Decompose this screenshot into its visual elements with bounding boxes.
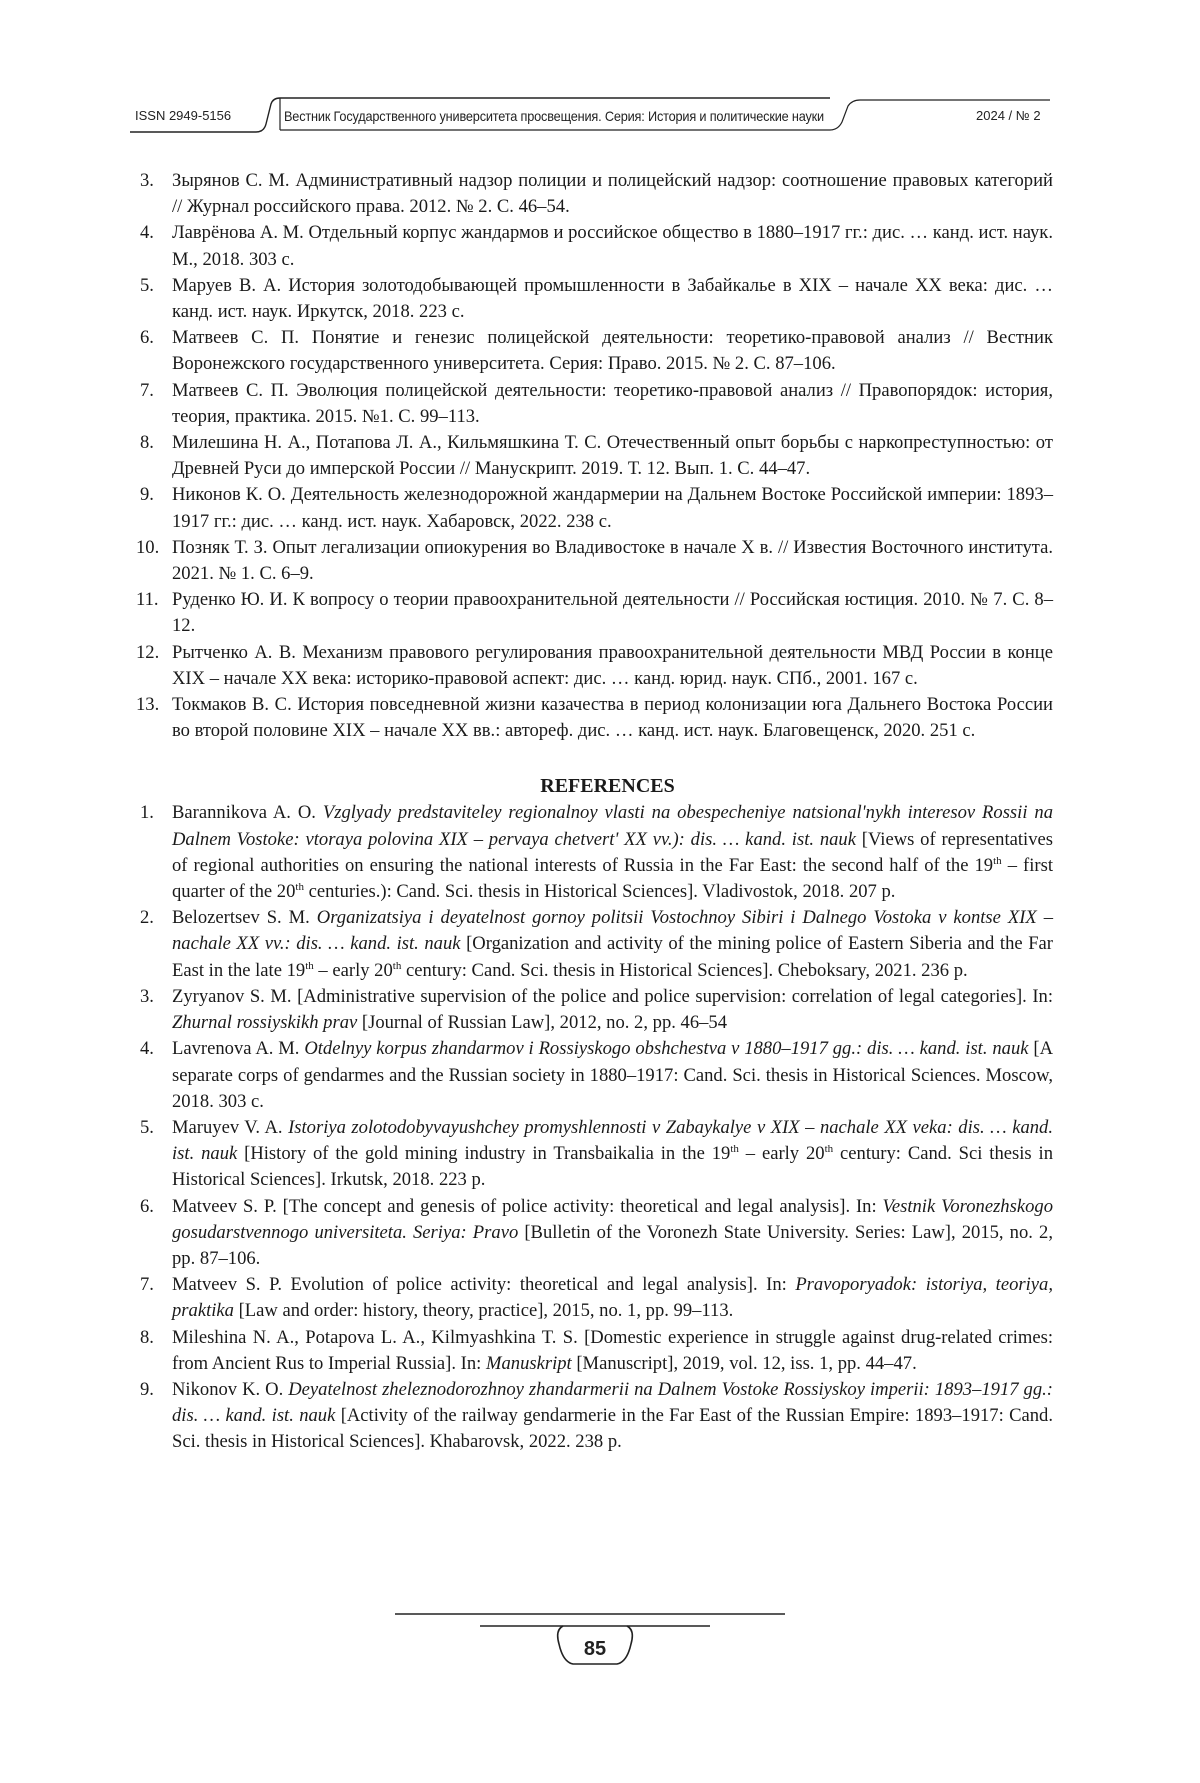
- text-run: Barannikova A. O.: [172, 802, 323, 824]
- reference-item: [140, 482, 1053, 534]
- text-run: Руденко Ю. И. К вопросу о теории правоохранительной деятельности // Российская юстиция. 2010. № 7. С. 8–12.: [172, 589, 1053, 637]
- text-run: Милешина Н. А., Потапова Л. А., Кильмяшкина Т. С. Отечественный опыт борьбы с наркопреступностью: от Древней Руси до имперской России // Манускрипт. 2019. Т. 12. Вып. 1. С. 44–47.: [172, 432, 1053, 480]
- text-run: [Views of representatives of regional authorities on ensuring the national interests of Russia in the Far East: the second half of the 19: [172, 828, 1053, 876]
- reference-text: [172, 1274, 1053, 1321]
- reference-text: [172, 1379, 1053, 1452]
- reference-number: 7.: [140, 379, 154, 401]
- reference-number: 5.: [140, 1116, 154, 1138]
- reference-item: [140, 1272, 1053, 1324]
- text-run: Матвеев С. П. Эволюция полицейской деятельности: теоретико-правовой анализ // Правопорядок: история, теория, практика. 2015. №1. С. 99–113.: [172, 379, 1053, 427]
- reference-text: [172, 327, 1053, 374]
- text-run: Zyryanov S. M. [Administrative supervision of the police and police supervision: correlation of legal categories]. In:: [172, 985, 1053, 1007]
- reference-text: [172, 170, 1053, 217]
- reference-text: [172, 1196, 1053, 1269]
- reference-text: [172, 694, 1053, 741]
- italic-title: Deyatelnost zheleznodorozhnoy zhandarmerii na Dalnem Vostoke Rossiyskoy imperii: 1893–1917 gg.: dis. … kand. ist. nauk: [172, 1378, 1053, 1427]
- text-run: – first quarter of the 20: [172, 854, 1053, 903]
- reference-item: [140, 430, 1053, 482]
- journal-title: Вестник Государственного университета просвещения. Серия: История и политические науки: [284, 108, 824, 124]
- text-run: – early 20: [738, 1143, 825, 1165]
- reference-number: 6.: [140, 1195, 154, 1217]
- text-run: Зырянов С. М. Административный надзор полиции и полицейский надзор: соотношение правовых категорий // Журнал российского права. 2012. № 2. С. 46–54.: [172, 170, 1053, 218]
- text-run: Nikonov K. O.: [172, 1378, 289, 1400]
- reference-text: [172, 380, 1053, 427]
- reference-number: 6.: [140, 327, 154, 349]
- superscript: th: [305, 959, 314, 972]
- text-run: Lavrenova A. M.: [172, 1038, 305, 1060]
- superscript: th: [295, 881, 304, 894]
- reference-item: [140, 1377, 1053, 1456]
- reference-number: 7.: [140, 1274, 154, 1296]
- reference-text: [172, 802, 1053, 902]
- reference-item: [140, 273, 1053, 325]
- text-run: Маруев В. А. История золотодобывающей промышленности в Забайкалье в XIX – начале XX века: дис. … канд. ист. наук. Иркутск, 2018. 223 с.: [172, 274, 1053, 323]
- text-run: century: Cand. Sci. thesis in Historical Sciences]. Cheboksary, 2021. 236 p.: [401, 959, 968, 981]
- superscript: th: [824, 1143, 834, 1156]
- reference-text: [172, 275, 1053, 322]
- italic-title: Vzglyady predstaviteley regionalnoy vlasti na obespecheniye natsional'nykh interesov Rossii na Dalnem Vostoke: vtoraya polovina XIX – pervaya chetvert' XX vv.): dis. … kand. ist. nauk: [172, 802, 1053, 850]
- reference-item: [140, 984, 1053, 1036]
- reference-text: [172, 1117, 1053, 1190]
- reference-number: 3.: [140, 985, 154, 1007]
- text-run: [Organization and activity of the mining police of Eastern Siberia and the Far East in the late 19: [172, 933, 1053, 981]
- superscript: th: [392, 959, 402, 972]
- reference-number: 9.: [140, 484, 154, 506]
- reference-number: 4.: [140, 222, 154, 244]
- issue-label: 2024 / № 2: [976, 108, 1041, 123]
- superscript: th: [993, 854, 1002, 867]
- text-run: Матвеев С. П. Понятие и генезис полицейской деятельности: теоретико-правовой анализ // Вестник Воронежского государственного университета. Серия: Право. 2015. № 2. С. 87–106.: [172, 327, 1053, 375]
- reference-text: [172, 907, 1053, 980]
- italic-title: Zhurnal rossiyskikh prav: [172, 1012, 358, 1034]
- text-run: century: Cand. Sci thesis in Historical Sciences]. Irkutsk, 2018. 223 p.: [172, 1143, 1053, 1191]
- text-run: Рытченко А. В. Механизм правового регулирования правоохранительной деятельности МВД России в конце XIX – начале XX века: историко-правовой аспект: дис. … канд. юрид. наук. СПб., 2001. 167 с.: [172, 641, 1053, 689]
- reference-item: [140, 1325, 1053, 1377]
- text-run: Belozertsev S. M.: [172, 907, 317, 929]
- reference-item: [140, 800, 1053, 905]
- text-run: Лаврёнова А. М. Отдельный корпус жандармов и российское общество в 1880–1917 гг.: дис. … канд. ист. наук. М., 2018. 303 с.: [172, 222, 1053, 270]
- references-heading: REFERENCES: [540, 775, 675, 798]
- italic-title: Manuskript: [485, 1352, 572, 1374]
- italic-title: Organizatsiya i deyatelnost gornoy politsii Vostochnoy Sibiri i Dalnego Vostoka v kontse XIX – nachale XX vv.: dis. … kand. ist. nauk: [172, 907, 1054, 955]
- text-run: [A separate corps of gendarmes and the Russian society in 1880–1917: Cand. Sci. thesis in Historical Sciences. Moscow, 2018. 303 c.: [172, 1038, 1053, 1112]
- reference-text: [172, 589, 1053, 636]
- text-run: Mileshina N. A., Potapova L. A., Kilmyashkina T. S. [Domestic experience in struggle against drug-related crimes: from Ancient Rus to Imperial Russia]. In:: [172, 1326, 1053, 1374]
- text-run: Токмаков В. С. История повседневной жизни казачества в период колонизации юга Дальнего Востока России во второй половине XIX – начале XX вв.: автореф. дис. … канд. ист. наук. Благовещенск, 2020. 251 с.: [172, 694, 1053, 742]
- reference-number: 13.: [136, 694, 160, 716]
- russian-reference-list: [136, 168, 1053, 744]
- reference-item: [136, 640, 1053, 692]
- italic-title: Pravoporyadok: istoriya, teoriya, praktika: [172, 1274, 1054, 1322]
- reference-number: 5.: [140, 274, 154, 296]
- text-run: – early 20: [313, 959, 393, 981]
- issn-label: ISSN 2949-5156: [135, 108, 232, 123]
- reference-text: [172, 537, 1053, 584]
- reference-item: [140, 1036, 1053, 1115]
- text-run: Позняк Т. З. Опыт легализации опиокурения во Владивостоке в начале Х в. // Известия Восточного института. 2021. № 1. С. 6–9.: [172, 536, 1053, 585]
- reference-item: [140, 220, 1053, 272]
- text-run: [Manuscript], 2019, vol. 12, iss. 1, pp. 44–47.: [571, 1352, 917, 1374]
- reference-text: [172, 1038, 1053, 1111]
- text-run: [Activity of the railway gendarmerie in the Far East of the Russian Empire: 1893–1917: Cand. Sci. thesis in Historical Sciences]. Khabarovsk, 2022. 238 p.: [172, 1405, 1053, 1453]
- reference-number: 8.: [140, 432, 154, 454]
- reference-number: 11.: [136, 589, 159, 611]
- running-header: [130, 92, 1050, 142]
- text-run: Никонов К. О. Деятельность железнодорожной жандармерии на Дальнем Востоке Российской империи: 1893–1917 гг.: дис. … канд. ист. наук. Хабаровск, 2022. 238 с.: [172, 484, 1053, 532]
- superscript: th: [730, 1143, 739, 1156]
- reference-number: 1.: [140, 802, 154, 824]
- reference-item: [140, 378, 1053, 430]
- reference-item: [136, 535, 1053, 587]
- text-run: [Law and order: history, theory, practice], 2015, no. 1, pp. 99–113.: [233, 1300, 734, 1322]
- reference-number: 9.: [140, 1378, 154, 1400]
- italic-title: Vestnik Voronezhskogo gosudarstvennogo universiteta. Seriya: Pravo: [172, 1195, 1053, 1243]
- italic-title: Istoriya zolotodobyvayushchey promyshlennosti v Zabaykalye v XIX – nachale XX veka: dis. … kand. ist. nauk: [172, 1116, 1053, 1165]
- reference-number: 12.: [136, 641, 160, 663]
- reference-text: [172, 484, 1053, 531]
- page-footer: [395, 1610, 795, 1680]
- reference-item: [140, 1115, 1053, 1194]
- reference-item: [140, 325, 1053, 377]
- italic-title: Otdelnyy korpus zhandarmov i Rossiyskogo obshchestva v 1880–1917 gg.: dis. … kand. ist. nauk: [304, 1038, 1029, 1060]
- reference-item: [136, 587, 1053, 639]
- reference-item: [140, 168, 1053, 220]
- reference-item: [140, 905, 1053, 984]
- text-run: [History of the gold mining industry in Transbaikalia in the 19: [237, 1143, 731, 1165]
- page-number: 85: [583, 1638, 607, 1660]
- reference-number: 10.: [136, 536, 160, 558]
- text-run: Maruyev V. A.: [172, 1116, 289, 1138]
- text-run: [Journal of Russian Law], 2012, no. 2, pp. 46–54: [357, 1012, 728, 1034]
- text-run: centuries.): Cand. Sci. thesis in Historical Sciences]. Vladivostok, 2018. 207 p.: [303, 881, 896, 903]
- reference-text: [172, 642, 1053, 689]
- reference-text: [172, 986, 1053, 1033]
- reference-text: [172, 222, 1053, 269]
- reference-number: 8.: [140, 1326, 154, 1348]
- reference-text: [172, 432, 1053, 479]
- text-run: [Bulletin of the Voronezh State University. Series: Law], 2015, no. 2, pp. 87–106.: [172, 1221, 1053, 1269]
- text-run: Matveev S. P. Evolution of police activity: theoretical and legal analysis]. In:: [172, 1274, 796, 1296]
- page-body: [136, 168, 1054, 1456]
- reference-number: 3.: [140, 170, 154, 191]
- text-run: Matveev S. P. [The concept and genesis of police activity: theoretical and legal analysis]. In:: [172, 1195, 883, 1217]
- reference-number: 2.: [140, 907, 154, 929]
- reference-number: 4.: [140, 1038, 154, 1060]
- english-reference-list: [140, 800, 1053, 1455]
- reference-item: [140, 1194, 1053, 1273]
- reference-item: [136, 692, 1053, 744]
- reference-text: [172, 1327, 1053, 1374]
